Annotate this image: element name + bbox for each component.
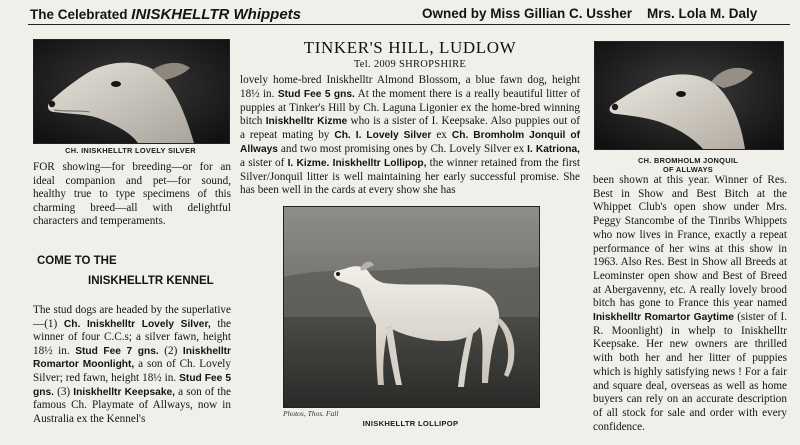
center-bold-5: I. Katriona, <box>527 143 580 155</box>
come-to-line: COME TO THE <box>37 255 117 267</box>
right-text-2: (sister of I. R. Moonlight) in whelp to Iniskhelltr Keepsake. Her new owners are thrilled with both her and her litter of puppies which is highly satisfying news ! For a fair and square deal, overseas as well as home buyers can rely on an accurate description of all stock for sale and order with every confidence. <box>593 311 787 433</box>
masthead-place: TINKER'S HILL, LUDLOW <box>303 38 517 57</box>
right-bold-gaytime: Iniskhelltr Romartor Gaytime <box>593 312 734 324</box>
stud-dogs-paragraph <box>33 304 231 426</box>
left-intro-paragraph <box>33 161 231 229</box>
center-bold-4: Ch. Bromholm Jonquil of Allways <box>240 130 580 155</box>
whippet-standing-photo <box>284 207 539 407</box>
right-paragraph <box>593 174 787 434</box>
stud-text-4: a son of Ch. Lovely Silver; red fawn, height 18½ in. <box>33 358 231 384</box>
caption-left-photo: CH. INISKHELLTR LOVELY SILVER <box>65 146 196 155</box>
whippet-head-portrait-right <box>595 42 783 149</box>
headline-owner: Owned by Miss Gillian C. Ussher <box>422 6 633 21</box>
stud-text-2: the winner of four C.C.s; a silver fawn, height 18½ in. <box>33 317 232 357</box>
headline <box>30 2 788 26</box>
photo-lollipop <box>283 206 540 408</box>
right-text-1: been shown at this year. Winner of Res. Best in Show and Best Bitch at the Whippet Club's open show under Mrs. Peggy Stancombe of the Tinribs Whippets who now lives in France, exactly a repeat performance of her wins at this show in 1963. Also Res. Best in Show all Breeds at Leominster open show and Best of Breed at Abergavenny, etc. A really lovely brood bitch has gone to France this year named <box>593 174 787 310</box>
stud-text-6: a son of the famous Ch. Playmate of Allways, now in Australia ex the Kennel's <box>33 385 232 425</box>
photo-bromholm-jonquil <box>594 41 784 150</box>
headline-title <box>30 6 301 23</box>
kennel-name-heading: INISKHELLTR KENNEL <box>88 275 214 287</box>
center-text-7: the winner retained from the first Silver/Jonquil litter is well maintaining her early successful promise. She has been well in the cards at every show she has <box>240 156 581 197</box>
center-bold-1: Stud Fee 5 gns. <box>277 88 355 100</box>
center-paragraph <box>240 74 580 198</box>
stud-fee-2: Stud Fee 5 gns. <box>33 372 231 398</box>
center-bold-6: I. Kizme. Iniskhelltr Lollipop, <box>287 157 427 169</box>
stud-dog-moonlight: Iniskhelltr Romartor Moonlight, <box>33 345 232 371</box>
stud-text-5: (3) <box>53 385 74 398</box>
stud-text-3: (2) <box>158 344 183 357</box>
stud-dog-keepsake: Iniskhelltr Keepsake, <box>73 386 175 398</box>
stud-fee-1: Stud Fee 7 gns. <box>75 345 159 357</box>
center-text-3: who is a sister of I. Keepsake. Also puppies out of a repeat mating by <box>240 115 580 142</box>
photo-credit: Photos, Thos. Fall <box>283 409 339 418</box>
headline-kennel-name: INISKHELLTR Whippets <box>131 6 302 23</box>
stud-text-1: The stud dogs are headed by the superlative—(1) <box>33 304 231 330</box>
stud-dog-lovely-silver: Ch. Iniskhelltr Lovely Silver, <box>63 318 211 330</box>
center-bold-2: Iniskhelltr Kizme <box>265 116 348 128</box>
center-text-4: ex <box>431 129 452 142</box>
top-rule <box>28 24 790 25</box>
caption-right-photo <box>594 156 782 174</box>
center-text-6: a sister of <box>240 156 288 169</box>
headline-co-owner: Mrs. Lola M. Daly <box>647 6 758 21</box>
photo-lovely-silver <box>33 39 230 144</box>
center-text-1: lovely home-bred Iniskhelltr Almond Blossom, a blue fawn dog, height 18½ in. <box>240 74 580 100</box>
caption-center-photo: INISKHELLTR LOLLIPOP <box>362 419 459 428</box>
headline-prefix: The Celebrated <box>30 7 128 22</box>
caption-right-line1: CH. BROMHOLM JONQUIL <box>637 156 739 165</box>
center-bold-3: Ch. I. Lovely Silver <box>334 130 432 142</box>
masthead-telephone: Tel. 2009 SHROPSHIRE <box>353 59 467 70</box>
intro-text: FOR showing—for breeding—or for an ideal companion and pet—for sound, healthy true to type specimens of this charming breed—all with delightful characters and temperaments. <box>33 161 231 228</box>
caption-right-line2: OF ALLWAYS <box>662 165 714 174</box>
whippet-head-portrait-left <box>34 40 229 143</box>
center-text-2: At the moment there is a really beautiful litter of puppies at Tinker's Hill by Ch. Laguna Ligonier ex the home-bred winning bitch <box>240 87 580 128</box>
center-text-5: and two most promising ones by Ch. Lovely Silver ex <box>277 142 528 155</box>
